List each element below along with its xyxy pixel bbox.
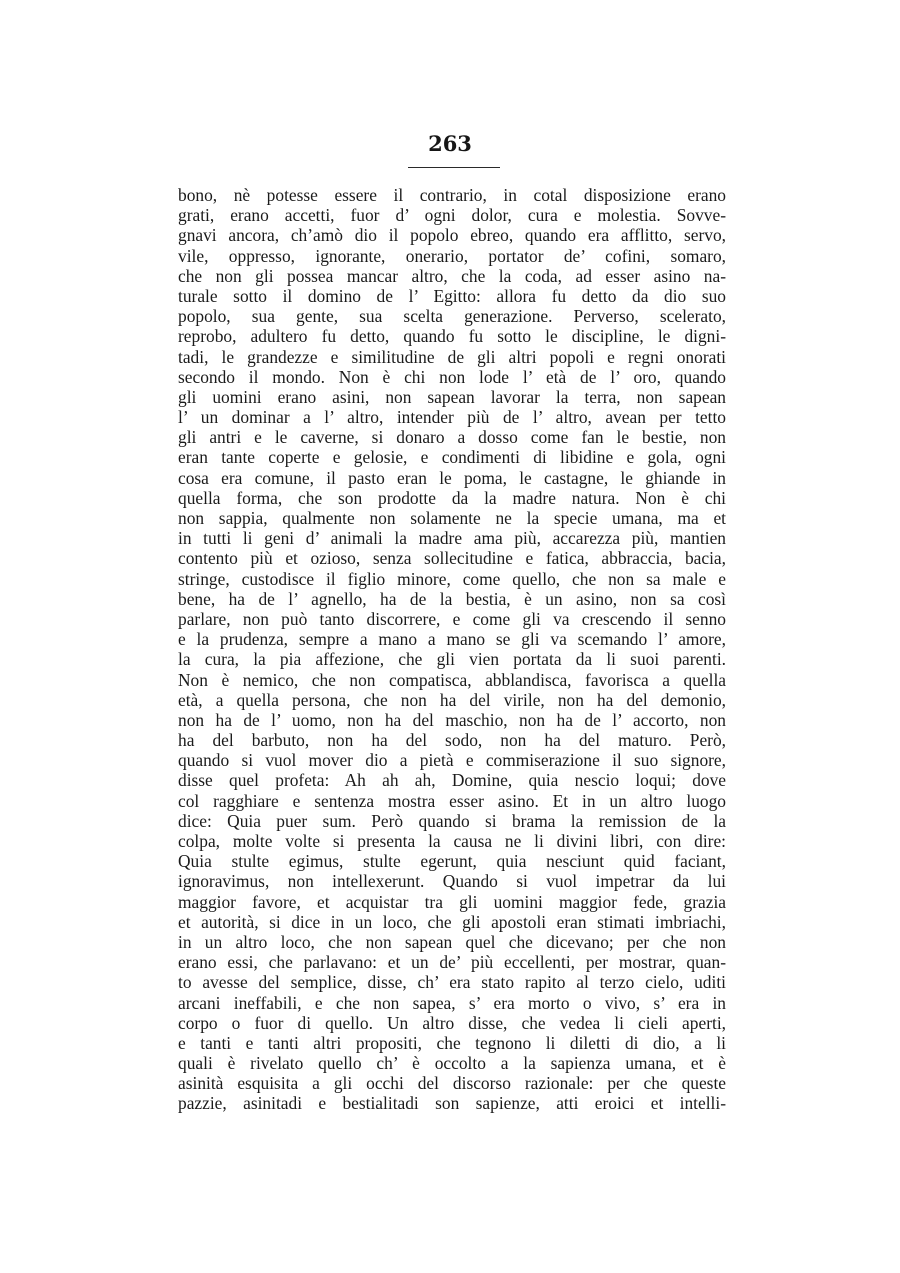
text-line: parlare, non può tanto discorrere, e come gli va crescendo il senno	[178, 608, 726, 629]
text-line: to avesse del semplice, disse, ch’ era stato rapito al terzo cielo, uditi	[178, 972, 726, 993]
text-line: l’ un dominar a l’ altro, intender più de l’ altro, avean per tetto	[178, 407, 726, 428]
text-line: bono, nè potesse essere il contrario, in cotal disposizione erano	[178, 185, 726, 205]
text-line: turale sotto il domino de l’ Egitto: allora fu detto da dio suo	[178, 285, 726, 306]
text-line: in un altro loco, che non sapean quel che dicevano; per che non	[178, 931, 726, 952]
text-line: dice: Quia puer sum. Però quando si brama la remission de la	[178, 810, 726, 831]
text-line: e tanti e tanti altri propositi, che tegnono li diletti di dio, a li	[178, 1032, 726, 1053]
text-line: quali è rivelato quello ch’ è occolto a la sapienza umana, et è	[178, 1053, 726, 1074]
text-line: cosa era comune, il pasto eran le poma, le castagne, le ghiande in	[178, 467, 726, 488]
text-line: e la prudenza, sempre a mano a mano se gli va scemando l’ amore,	[178, 629, 726, 650]
text-line: non sappia, qualmente non solamente ne la specie umana, ma et	[178, 508, 726, 528]
text-line: secondo il mondo. Non è chi non lode l’ età de l’ oro, quando	[178, 366, 726, 387]
text-line: Non è nemico, che non compatisca, abblandisca, favorisca a quella	[178, 669, 726, 690]
text-line: quella forma, che son prodotte da la madre natura. Non è chi	[178, 487, 726, 508]
text-line: non ha de l’ uomo, non ha del maschio, non ha de l’ accorto, non	[178, 709, 726, 730]
text-line: reprobo, adultero fu detto, quando fu sotto le discipline, le digni-	[178, 326, 726, 347]
text-line: gli antri e le caverne, si donaro a dosso come fan le bestie, non	[178, 427, 726, 448]
text-line: vile, oppresso, ignorante, onerario, portator de’ cofini, somaro,	[178, 245, 726, 266]
text-line: la cura, la pia affezione, che gli vien portata da li suoi parenti.	[178, 649, 726, 670]
text-line: disse quel profeta: Ah ah ah, Domine, quia nescio loqui; dove	[178, 770, 726, 791]
text-line: stringe, custodisce il figlio minore, come quello, che non sa male e	[178, 568, 726, 589]
text-line: eran tante coperte e gelosie, e condimenti di libidine e gola, ogni	[178, 447, 726, 468]
text-line: Quia stulte egimus, stulte egerunt, quia nesciunt quid faciant,	[178, 851, 726, 872]
text-line: bene, ha de l’ agnello, ha de la bestia, è un asino, non sa così	[178, 588, 726, 609]
text-line: grati, erano accetti, fuor d’ ogni dolor, cura e molestia. Sovve-	[178, 205, 726, 226]
text-line: et autorità, si dice in un loco, che gli apostoli eran stimati imbriachi,	[178, 911, 726, 932]
text-line: che non gli possea mancar altro, che la coda, ad esser asino na-	[178, 265, 726, 286]
text-line: in tutti li geni d’ animali la madre ama più, accarezza più, mantien	[178, 528, 726, 549]
text-line: gnavi ancora, ch’amò dio il popolo ebreo, quando era afflitto, servo,	[178, 225, 726, 246]
text-line: tadi, le grandezze e similitudine de gli altri popoli e regni onorati	[178, 346, 726, 367]
text-line: ignoravimus, non intellexerunt. Quando si vuol impetrar da lui	[178, 871, 726, 892]
text-line: colpa, molte volte si presenta la causa ne li divini libri, con dire:	[178, 831, 726, 851]
text-line: quando si vuol mover dio a pietà e commiserazione il suo signore,	[178, 750, 726, 771]
text-line: gli uomini erano asini, non sapean lavorar la terra, non sapean	[178, 386, 726, 407]
text-line: maggior favore, et acquistar tra gli uomini maggior fede, grazia	[178, 891, 726, 912]
text-line: contento più et ozioso, senza sollecitudine e fatica, abbraccia, bacia,	[178, 548, 726, 569]
text-line: erano essi, che parlavano: et un de’ più eccellenti, per mostrar, quan-	[178, 952, 726, 973]
page-number: 263	[428, 131, 472, 156]
body-text	[178, 185, 726, 1114]
text-line: età, a quella persona, che non ha del virile, non ha del demonio,	[178, 689, 726, 710]
text-line: popolo, sua gente, sua scelta generazione. Perverso, scelerato,	[178, 306, 726, 327]
text-line: corpo o fuor di quello. Un altro disse, che vedea li cieli aperti,	[178, 1012, 726, 1033]
text-line: asinità esquisita a gli occhi del discorso razionale: per che queste	[178, 1073, 726, 1094]
text-line: pazzie, asinitadi e bestialitadi son sapienze, atti eroici et intelli-	[178, 1093, 726, 1114]
header-rule	[408, 167, 500, 168]
text-line: ha del barbuto, non ha del sodo, non ha del maturo. Però,	[178, 730, 726, 751]
text-line: arcani ineffabili, e che non sapea, s’ era morto o vivo, s’ era in	[178, 992, 726, 1013]
text-line: col ragghiare e sentenza mostra esser asino. Et in un altro luogo	[178, 790, 726, 811]
